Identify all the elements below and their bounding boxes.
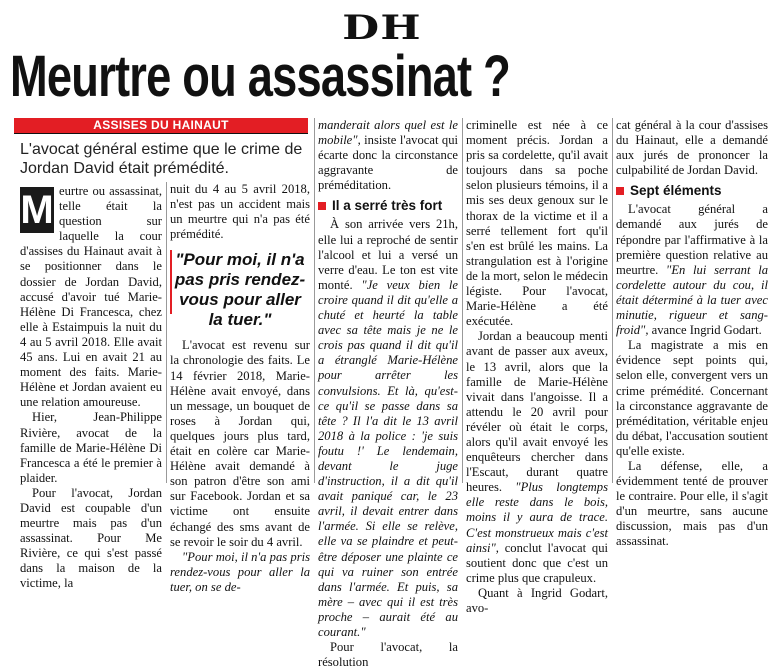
paragraph: Pour l'avocat, Jordan David est coupable d'un meurtre mais pas d'un assassinat. Pour Me Rivière, ce qui s'est passé dans la maison de la victime, la (20, 485, 162, 591)
column-1 (20, 184, 162, 592)
paragraph: Hier, Jean-Philippe Rivière, avocat de la famille de Marie-Hélène Di Francesca a été le premier à plaider. (20, 410, 162, 485)
paragraph: L'avocat est revenu sur la chronologie des faits. Le 14 février 2018, Marie-Hélène avait envoyé, dans un message, un bouquet de roses à Jordan qui, quelques jours plus tard, était en colère car Marie-Hélène avait demandé à son patron d'être son ami sur Facebook. Jordan et sa victime ont ensuite échangé des sms avant de se revoir le soir du 4 avril. (170, 338, 310, 549)
column-rule (462, 118, 463, 483)
column-rule (314, 118, 315, 483)
paragraph: À son arrivée vers 21h, elle lui a reproché de sentir l'alcool et lui a versé un verre d'eau. Le ton est vite monté. "Je veux bien le croire quand il dit qu'elle a chuté et heurté la table avec sa tête mais je ne le crois pas quand il dit qu'il a étranglé Marie-Hélène pour arrêter les convulsions. Et là, qu'est-ce qu'il se passe dans sa tête ? Il l'a dit le 13 avril 2018 à la police : 'je suis foutu !' Le lendemain, devant le juge d'instruction, il a dit qu'il avait paniqué car, le 23 avril, il devait entrer dans l'armée. Si elle se relève, elle va se plaindre et peut-être déposer une plainte ce qui va ruiner son entrée dans l'armée. Et puis, sa mère – avec qui il est très proche – aurait été au courant." (318, 217, 458, 639)
paragraph: "Pour moi, il n'a pas pris rendez-vous pour aller la tuer, on se de- (170, 549, 310, 594)
pull-quote: "Pour moi, il n'a pas pris rendez-vous pour aller la tuer." (170, 242, 310, 338)
column-rule (612, 118, 613, 483)
paragraph: criminelle est née à ce moment précis. Jordan a pris sa cordelette, qu'il avait toujours dans sa poche selon plusieurs témoins, il a mis ses deux genoux sur le thorax de la victime et il a serré tellement fort qu'il s'en est brûlé les mains. La strangulation est à l'origine de la mort, selon le médecin légiste. Pour l'avocat, Marie-Hélène a été exécutée. (466, 118, 608, 329)
section-tag: ASSISES DU HAINAUT (14, 118, 308, 133)
paragraph: M eurtre ou assassinat, telle était la question sur laquelle la cour d'assises du Hainaut avait à se positionner dans le dossier de Jordan David, accusé d'avoir tué Marie-Hélène Di Francesca, chez elle à Estaimpuis la nuit du 4 au 5 avril 2018. Elle avait 45 ans. Lui en avait 21 au moment des faits. Marie-Hélène et Jordan avaient eu une relation amoureuse. (20, 184, 162, 410)
section-heading: Il a serré très fort (318, 197, 458, 215)
section-divider (14, 133, 308, 134)
red-square-icon (616, 187, 624, 195)
paragraph: L'avocat général a demandé aux jurés de répondre par l'affirmative à la première question relative au meurtre. "En lui serrant la cordelette autour du cou, il était déterminé à la tuer avec minutie, rigueur et sang-froid", avance Ingrid Godart. (616, 202, 768, 338)
newspaper-logo: DH (342, 8, 422, 48)
column-rule (166, 182, 167, 483)
column-2 (170, 182, 310, 595)
headline: Meurtre ou assassinat ? (10, 44, 510, 109)
subheadline: L'avocat général estime que le crime de Jordan David était prémédité. (20, 141, 303, 177)
paragraph: La magistrate a mis en évidence sept points qui, selon elle, convergent vers un crime prémédité. Concernant la circonstance aggravante de préméditation, véritable enjeu du débat, l'accusation soutient qu'elle existe. (616, 338, 768, 458)
column-5 (616, 118, 768, 550)
paragraph: La défense, elle, a évidemment tenté de prouver le contraire. Pour elle, il s'agit d'un meurtre, sans aucune discussion, mais pas d'un assassinat. (616, 458, 768, 549)
paragraph: cat général à la cour d'assises du Hainaut, elle a demandé aux jurés de prononcer la culpabilité de Jordan David. (616, 118, 768, 178)
red-square-icon (318, 202, 326, 210)
paragraph: Jordan a beaucoup menti avant de passer aux aveux, le 13 avril, alors que la famille de Marie-Hélène vivait dans l'angoisse. Il a attendu le 20 avril pour révéler où était le corps, alors qu'il avait envoyé les enquêteurs chercher dans l'Escaut, durant quatre heures. "Plus longtemps elle reste dans le bois, moins il y aura de trace. C'est monstrueux mais c'est ainsi", conclut l'avocat qui soutient donc que c'est un crime plus que crapuleux. (466, 329, 608, 585)
paragraph: Pour l'avocat, la résolution (318, 640, 458, 670)
column-3 (318, 118, 458, 670)
section-heading: Sept éléments (616, 182, 768, 200)
column-4 (466, 118, 608, 616)
paragraph: Quant à Ingrid Godart, avo- (466, 585, 608, 615)
paragraph: manderait alors quel est le mobile", insiste l'avocat qui écarte donc la circonstance aggravante de préméditation. (318, 118, 458, 193)
paragraph: nuit du 4 au 5 avril 2018, n'est pas un accident mais un meurtre qui n'a pas été prémédité. (170, 182, 310, 242)
drop-cap: M (20, 188, 54, 232)
